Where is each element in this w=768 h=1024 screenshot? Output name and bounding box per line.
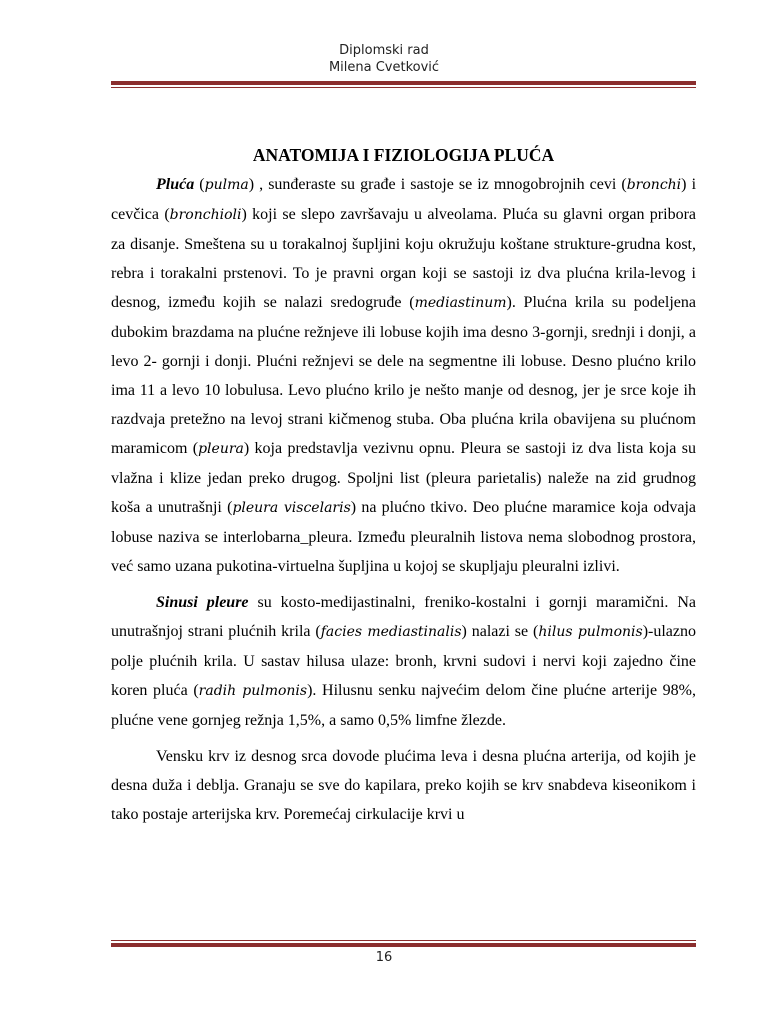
term-latin: pleura viscelaris	[232, 500, 351, 516]
text-span: ). Hilusnu senku najvećim delom čine plućne arterije 98%, plućne vene gornjeg režnja 1,5%, a samo 0,5% limfne žlezde.	[111, 682, 696, 729]
term-sinusi-pleure: Sinusi pleure	[156, 594, 249, 611]
section-title: ANATOMIJA I FIZIOLOGIJA PLUĆA	[252, 145, 555, 165]
header-rule-thick	[111, 81, 696, 85]
term-latin: bronchioli	[169, 207, 242, 223]
text-span: )-ulazno polje plućnih krila. U sastav hilusa ulaze: bronh, krvni sudovi i nervi koji zajedno čine koren pluća (	[111, 623, 697, 699]
page-number: 16	[375, 950, 393, 965]
term-latin: pleura	[198, 441, 244, 457]
text-span: ) koja predstavlja vezivnu opnu. Pleura se sastoji iz dva lista koja su vlažna i klize jedan preko drugog. Spoljni list (pleura parietalis) naleže na zid grudnog koša a unutrašnji (	[111, 440, 696, 516]
term-pluca: Pluća	[156, 176, 195, 193]
text-span: ) koji se slepo završavaju u alveolama. Pluća su glavni organ pribora za disanje. Smeštena su u torakalnoj šupljini koju okružuju koštane strukture-grudna kost, rebra i torakalni prstenovi. To je pravni organ koji se sastoji iz dva plućna krila-levog i desnog, između kojih se nalazi sredogruđe (	[111, 206, 696, 311]
term-latin: mediastinum	[414, 295, 507, 311]
term-latin: radih pulmonis	[198, 683, 308, 699]
term-latin: bronchi	[626, 177, 682, 193]
paragraph-sinusi	[111, 588, 696, 735]
footer-rule-thin	[111, 940, 696, 941]
paragraph-venska-krv	[111, 742, 696, 829]
text-span: ) , sunđeraste su građe i sastoje se iz mnogobrojnih cevi (	[248, 176, 627, 193]
term-latin: pulma	[204, 177, 249, 193]
text-span: ). Plućna krila su podeljena dubokim brazdama na plućne režnjeve ili lobuse kojih ima desno 3-gornji, srednji i donji, a levo 2- gornji i donji. Plućni režnjevi se dele na segmentne ili lobuse. Desno plućno krilo ima 11 a levo 10 lobulusa. Levo plućno krilo je nešto manje od desnog, jer je srce koje ih razdvaja pretežno na levoj strani kičmenog stuba. Oba plućna krila obavijena su plućnom maramicom (	[111, 294, 697, 457]
page-body	[111, 142, 696, 836]
text-span: Vensku krv iz desnog srca dovode plućima leva i desna plućna arterija, od kojih je desna duža i deblja. Granaju se sve do kapilara, preko kojih se krv snabdeva kiseonikom i tako postaje arterijska krv. Poremećaj cirkulacije krvi u	[111, 748, 696, 823]
text-span: ) na plućno tkivo. Deo plućne maramice koja odvaja lobuse naziva se interlobarna_pleura. Između pleuralnih listova nema slobodnog prostora, već samo uzana pukotina-virtuelna šupljina u kojoj se skupljaju pleuralni izlivi.	[111, 499, 697, 575]
footer-rule-thick	[111, 943, 696, 947]
header-author: Milena Cvetković	[328, 60, 440, 75]
text-span: su kosto-medijastinalni, freniko-kostalni i gornji maramični. Na unutrašnjoj strani plućnih krila (	[111, 594, 696, 640]
text-span: ) nalazi se (	[461, 623, 539, 640]
text-span: (	[194, 176, 205, 193]
paragraph-pluca	[111, 170, 696, 581]
header-title: Diplomski rad	[339, 43, 429, 58]
term-latin: hilus pulmonis	[538, 624, 643, 640]
term-latin: facies mediastinalis	[320, 624, 462, 640]
header-rule-thin	[111, 87, 696, 88]
text-span: ) i cevčica (	[111, 176, 697, 223]
page-header	[0, 42, 768, 76]
